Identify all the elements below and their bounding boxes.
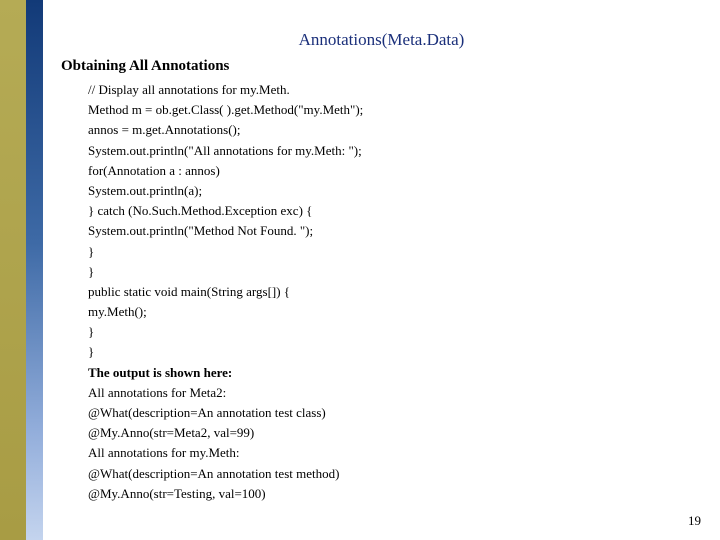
slide-title: Annotations(Meta.Data) — [298, 30, 465, 49]
code-line: } — [88, 243, 95, 259]
code-line: @My.Anno(str=Testing, val=100) — [88, 485, 266, 501]
decorative-olive-bar — [0, 0, 26, 540]
code-line: @What(description=An annotation test method) — [88, 465, 340, 481]
code-line: } catch (No.Such.Method.Exception exc) { — [88, 203, 313, 219]
code-line: All annotations for my.Meth: — [88, 445, 240, 461]
code-line: } — [88, 263, 95, 279]
code-line: The output is shown here: — [88, 364, 233, 380]
code-line: annos = m.get.Annotations(); — [88, 122, 241, 138]
code-line: @My.Anno(str=Meta2, val=99) — [88, 425, 255, 441]
code-line: // Display all annotations for my.Meth. — [88, 82, 290, 97]
code-line: my.Meth(); — [88, 304, 147, 320]
code-line: All annotations for Meta2: — [88, 384, 227, 400]
section-heading: Obtaining All Annotations — [61, 58, 230, 74]
page-number: 19 — [688, 513, 701, 528]
code-line: public static void main(String args[]) { — [88, 283, 291, 299]
code-line: System.out.println("Method Not Found. "); — [88, 223, 314, 239]
code-line: System.out.println(a); — [88, 182, 203, 198]
code-line: System.out.println("All annotations for my.Meth: "); — [88, 142, 362, 158]
code-listing — [88, 80, 363, 504]
code-line: @What(description=An annotation test class) — [88, 405, 326, 420]
code-line: for(Annotation a : annos) — [88, 162, 220, 178]
code-line: Method m = ob.get.Class( ).get.Method("my.Meth"); — [88, 102, 364, 118]
decorative-blue-gradient-bar — [26, 0, 43, 540]
code-line: } — [88, 324, 95, 340]
code-line: } — [88, 344, 95, 360]
